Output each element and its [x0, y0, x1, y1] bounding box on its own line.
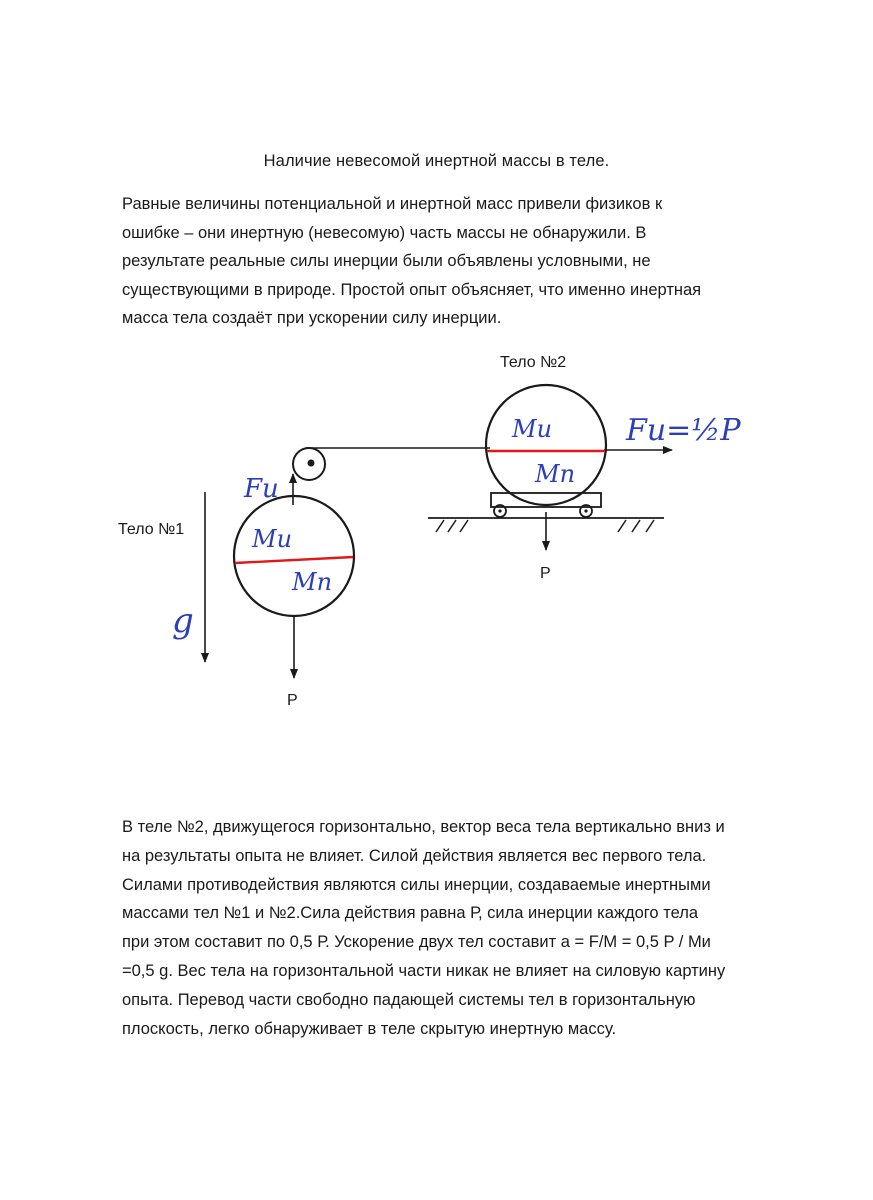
body1-potential-mass-label: Mп [292, 568, 333, 596]
intro-line: Равные величины потенциальной и инертной масс привели физиков к [122, 195, 663, 213]
conclusion-line: массами тел №1 и №2.Сила действия равна Р, сила инерции каждого тела [122, 904, 699, 923]
intro-line: результате реальные силы инерции были объявлены условными, не [122, 252, 651, 270]
inertia-force-equation: Fи=½P [626, 413, 741, 448]
body1-label: Тело №1 [118, 521, 185, 538]
intro-line: существующими в природе. Простой опыт объясняет, что именно инертная [122, 280, 702, 299]
conclusion-line: плоскость, легко обнаруживает в теле скрытую инертную массу. [122, 1019, 617, 1038]
conclusion-line: =0,5 g. Вес тела на горизонтальной части никак не влияет на силовую картину [122, 961, 726, 980]
body2-label: Тело №2 [500, 354, 567, 371]
conclusion-line: опыта. Перевод части свободно падающей системы тел в горизонтальную [122, 990, 696, 1009]
weight1-label: P [287, 692, 298, 709]
conclusion-paragraph [122, 813, 822, 1043]
conclusion-line: на результаты опыта не влияет. Силой действия является вес первого тела. [122, 846, 707, 865]
body1-inertial-mass-label: Mи [252, 525, 293, 553]
body2 [486, 385, 606, 505]
body1-inertia-force-label: Fи [244, 474, 279, 504]
body2-inertial-mass-label: Mи [512, 415, 553, 443]
pulley [293, 448, 325, 480]
gravity-label: g [172, 601, 194, 641]
document-title: Наличие невесомой инертной массы в теле. [263, 152, 610, 170]
weight2-label: P [540, 565, 551, 582]
intro-line: масса тела создаёт при ускорении силу инерции. [122, 309, 502, 327]
body1 [234, 496, 354, 616]
intro-line: ошибке – они инертную (невесомую) часть массы не обнаружили. В [122, 223, 647, 242]
conclusion-line: В теле №2, движущегося горизонтально, вектор веса тела вертикально вниз и [122, 818, 725, 836]
conclusion-line: Силами противодействия являются силы инерции, создаваемые инертными [122, 875, 711, 894]
body2-potential-mass-label: Mп [535, 460, 576, 488]
body1-mass-divider [235, 557, 353, 563]
conclusion-line: при этом составит по 0,5 Р. Ускорение двух тел составит a = F/M = 0,5 P / Mи [122, 933, 711, 952]
